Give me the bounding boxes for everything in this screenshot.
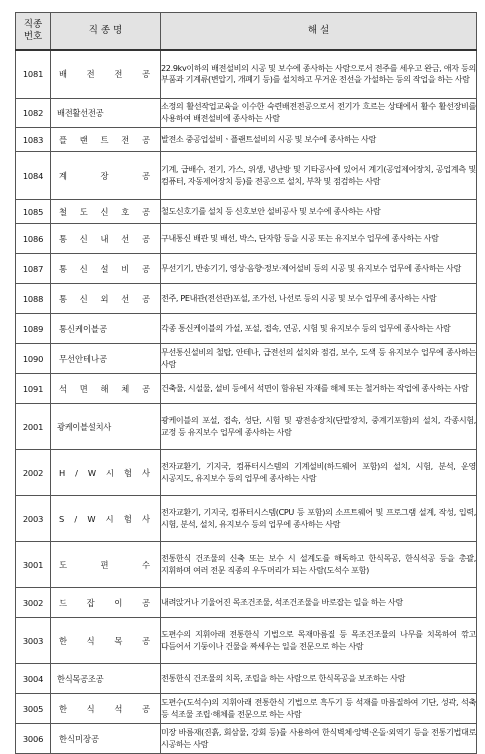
- table-row: [16, 99, 477, 128]
- job-description: 도편수의 지휘아래 전통한식 기법으로 목재마름질 등 목조건조물의 나무를 치목하여 깎고 다듬어서 기둥이나 건물을 짜세우는 일을 전문으로 하는 사람: [161, 618, 477, 664]
- job-name: 드 잡 이 공: [59, 597, 150, 608]
- table-row: [16, 128, 477, 152]
- job-name: 무선안테나공: [59, 353, 108, 364]
- job-code: 2002: [16, 450, 51, 496]
- job-description: 도편수(도석수)의 지휘아래 전통한식 기법으로 흑두기 등 석재를 마름질하여 기단, 성곽, 석축 등 석조물 조립·해체를 전문으로 하는 사람: [161, 694, 477, 724]
- job-name: S / W 시 험 사: [59, 513, 150, 524]
- job-name: 플 랜 트 전 공: [59, 134, 150, 145]
- job-description: 건축물, 시설물, 설비 등에서 석면이 함유된 자재를 해체 또는 철거하는 작업에 종사하는 사람: [161, 374, 477, 404]
- job-description: 철도신호기를 설치 등 신호보안 설비공사 및 보수에 종사하는 사람: [161, 200, 477, 224]
- job-name: 광케이블설치사: [57, 421, 112, 432]
- table-row: [16, 450, 477, 496]
- job-name: 한 식 목 공: [59, 635, 150, 646]
- job-code: 1089: [16, 314, 51, 344]
- job-name: 통신케이블공: [59, 323, 108, 334]
- job-code: 3006: [16, 724, 51, 754]
- job-description: 기계, 급배수, 전기, 가스, 위생, 냉난방 및 기타공사에 있어서 계기(공업제어장치, 공업계측 및 컴퓨터, 자동제어장치 등)를 전공으로 설치, 부착 및 점검하는 사람: [161, 152, 477, 200]
- job-description: 전주, PE내관(전선관)포설, 조가선, 나선로 등의 시공 및 보수 업무에 종사하는 사람: [161, 284, 477, 314]
- table-row: [16, 254, 477, 284]
- job-description: 전통한식 건조물의 신축 또는 보수 시 설계도를 해독하고 한식목공, 한식석공 등을 총괄, 지휘하며 여러 전문 직종의 우두머리가 되는 사람(도석수 포함): [161, 542, 477, 588]
- job-name: 배 전 전 공: [59, 69, 150, 80]
- job-code: 1087: [16, 254, 51, 284]
- job-code: 3002: [16, 588, 51, 618]
- job-description: 무선기기, 반송기기, 영상·음향·정보·제어설비 등의 시공 및 유지보수 업무에 종사하는 사람: [161, 254, 477, 284]
- header-code-line1: 직종: [23, 18, 43, 30]
- job-code: 1084: [16, 152, 51, 200]
- job-name: 배전활선전공: [57, 108, 104, 118]
- job-description: 전자교환기, 기지국, 컴퓨터시스템의 기계설비(하드웨어 포함)의 설치, 시험, 분석, 운영 시공지도, 유지보수 등의 업무에 종사하는 사람: [161, 450, 477, 496]
- job-code: 1083: [16, 128, 51, 152]
- job-name: 통 신 내 선 공: [59, 233, 150, 244]
- job-code: 1082: [16, 99, 51, 128]
- table-row: [16, 664, 477, 694]
- job-description: 각종 통신케이블의 가설, 포설, 접속, 연공, 시험 및 유지보수 등의 업무에 종사하는 사람: [161, 314, 477, 344]
- job-code: 1091: [16, 374, 51, 404]
- table-row: [16, 724, 477, 754]
- job-name: 도 편 수: [59, 559, 150, 570]
- job-description: 22.9kv이하의 배전설비의 시공 및 보수에 종사하는 사람으로서 전주를 세우고 완금, 애자 등의 부품과 기계류(변압기, 개폐기 등)를 설치하고 무거운 전선을 가설하는 등의 작업을 하는 사람: [161, 50, 477, 99]
- job-code: 3004: [16, 664, 51, 694]
- job-code: 1081: [16, 50, 51, 99]
- table-row: [16, 314, 477, 344]
- table-row: [16, 200, 477, 224]
- job-name: 한식미장공: [59, 733, 100, 744]
- job-description: 전통한식 건조물의 치목, 조립을 하는 사람으로 한식목공을 보조하는 사람: [161, 664, 477, 694]
- job-code: 2003: [16, 496, 51, 542]
- table-row: [16, 284, 477, 314]
- job-name: 석 면 해 체 공: [59, 383, 150, 394]
- job-code: 3005: [16, 694, 51, 724]
- table-row: [16, 694, 477, 724]
- job-name: 통 신 설 비 공: [59, 263, 150, 274]
- job-description: 발전소 중공업설비ㆍ플랜트설비의 시공 및 보수에 종사하는 사람: [161, 128, 477, 152]
- table-row: [16, 404, 477, 450]
- job-description-table: [15, 12, 477, 754]
- table-row: [16, 152, 477, 200]
- job-code: 1085: [16, 200, 51, 224]
- job-code: 1086: [16, 224, 51, 254]
- job-name: 한식목공조공: [57, 673, 104, 684]
- job-code: 1090: [16, 344, 51, 374]
- table-header-row: [16, 13, 477, 50]
- job-description: 무선통신설비의 철탑, 안테나, 급전선의 설치와 점검, 보수, 도색 등 유지보수 업무에 종사하는 사람: [161, 344, 477, 374]
- table-row: [16, 588, 477, 618]
- job-description: 미장 바름재(진흙, 회삼물, 강회 등)를 사용하여 한식벽체·앙벽·온돌·외역기 등을 전통기법대로 시공하는 사람: [161, 724, 477, 754]
- job-name: 계 장 공: [59, 170, 150, 181]
- job-description: 전자교환기, 기지국, 컴퓨터시스템(CPU 등 포함)의 소프트웨어 및 프로그램 설계, 작성, 입력, 시험, 분석, 설치, 유지보수 등의 업무에 종사하는 사람: [161, 496, 477, 542]
- job-description: 구내통신 배관 및 배선, 박스, 단자함 등을 시공 또는 유지보수 업무에 종사하는 사람: [161, 224, 477, 254]
- header-name: 직 종 명: [51, 13, 161, 50]
- job-code: 3001: [16, 542, 51, 588]
- table-row: [16, 224, 477, 254]
- table-row: [16, 496, 477, 542]
- job-description: 소정의 활선작업교육을 이수한 숙련배전전공으로서 전기가 흐르는 상태에서 활수 활선장비를 사용하여 배전설비에 종사하는 사람: [161, 99, 477, 128]
- job-name: 한 식 석 공: [59, 703, 150, 714]
- table-row: [16, 374, 477, 404]
- job-code: 2001: [16, 404, 51, 450]
- table-row: [16, 542, 477, 588]
- job-description: 내려앉거나 기울어진 목조건조물, 석조건조물을 바로잡는 일을 하는 사람: [161, 588, 477, 618]
- table-row: [16, 50, 477, 99]
- job-code: 1088: [16, 284, 51, 314]
- job-description: 광케이블의 포설, 접속, 성단, 시험 및 광전송장치(단말장치, 중계기포함)의 설치, 각종시험, 교정 등 유지보수 업무에 종사하는 사람: [161, 404, 477, 450]
- job-name: 철 도 신 호 공: [59, 206, 150, 217]
- table-row: [16, 618, 477, 664]
- job-name: H / W 시 험 사: [59, 467, 150, 478]
- table-row: [16, 344, 477, 374]
- job-name: 통 신 외 선 공: [59, 293, 150, 304]
- job-code: 3003: [16, 618, 51, 664]
- header-code-line2: 번호: [23, 30, 43, 42]
- header-code: [16, 13, 51, 50]
- header-desc: 해 설: [161, 13, 477, 50]
